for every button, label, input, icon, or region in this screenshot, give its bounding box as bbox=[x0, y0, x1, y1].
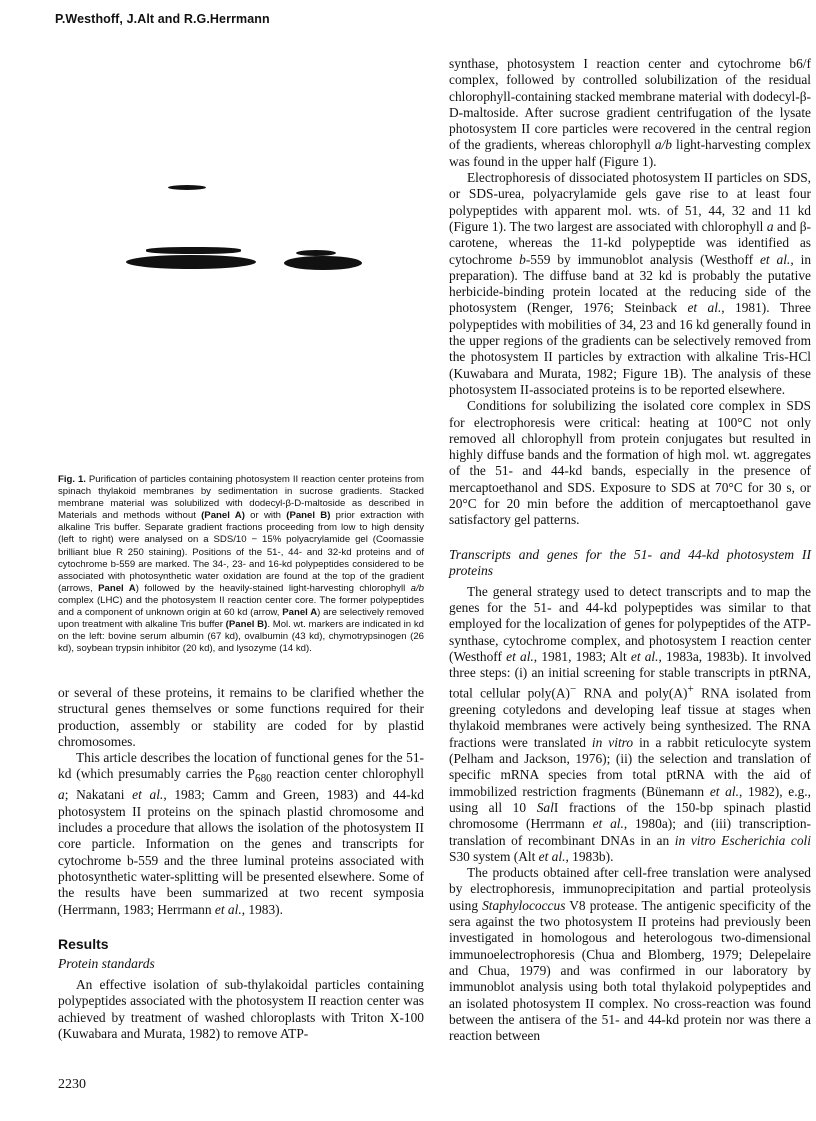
gel-band-b-main bbox=[284, 256, 362, 270]
protein-standards-subheading: Protein standards bbox=[58, 956, 155, 972]
page-number: 2230 bbox=[58, 1077, 86, 1092]
gel-band-a-main bbox=[126, 255, 256, 269]
results-heading: Results bbox=[58, 935, 109, 952]
right-paragraph-4: The general strategy used to detect transcripts and to map the genes for the 51- and 44-kd polypeptides was similar to that employed for the localization of genes for polypeptides of the ATP-synthase, cytochrome complex, and photosystem I reaction center (Westhoff et al., 1981, 1983; Alt et al., 1983a, 1983b). It involved three steps: (i) an initial screening for stable transcripts in ptRNA, total cellular poly(A)− RNA and poly(A)+ RNA isolated from greening cotyledons and developing leaf tissue at stages when thylakoid membranes were actively being synthesized. The RNA fractions were translated in vitro in a rabbit reticulocyte system (Pelham and Jackson, 1976); (ii) the selection and translation of specific mRNA species from total ptRNA with the aid of immobilized restriction fragments (Bünemann et al., 1982), e.g., using all 10 SalI fractions of the 150-bp spinach plastid chromosome (Herrmann et al., 1980a); and (iii) transcription-translation of recombinant DNAs in an in vitro Escherichia coli S30 system (Alt et al., 1983b). bbox=[449, 583, 811, 864]
left-paragraph-3: An effective isolation of sub-thylakoidal particles containing polypeptides associated with the photosystem II reaction center was achieved by treatment of washed chloroplasts with Triton X-100 (Kuwabara and Murata, 1982) to remove ATP- bbox=[58, 977, 424, 1042]
left-paragraph-1: or several of these proteins, it remains to be clarified whether the structural genes themselves or some functions required for their production, assembly or stability are coded for by plastid chromosomes. bbox=[58, 685, 424, 749]
transcripts-section-heading: Transcripts and genes for the 51- and 44-kd photosystem II proteins bbox=[449, 546, 811, 578]
left-column bbox=[58, 685, 424, 1042]
right-column bbox=[449, 56, 811, 1044]
right-paragraph-5: The products obtained after cell-free translation were analysed by electrophoresis, immunoprecipitation and partial proteolysis using Staphylococcus V8 protease. The antigenic specificity of the sera against the two photosystem II proteins had previously been investigated in homologous and heterologous two-dimensional immunoelectrophoresis (Chua and Blomberg, 1979; Delepelaire and Chua, 1979) and was confirmed in our laboratory by immunoblot analysis using both total thylakoid polypeptides and an isolated photosystem II complex. No cross-reaction was found between the antisera of the 51- and 44-kd protein nor was there a reaction between bbox=[449, 865, 811, 1044]
running-header: P.Westhoff, J.Alt and R.G.Herrmann bbox=[55, 12, 270, 26]
right-paragraph-2: Electrophoresis of dissociated photosystem II particles on SDS, or SDS-urea, polyacrylamide gels gave rise to at least four polypeptides with apparent mol. wts. of 51, 44, 32 and 11 kd (Figure 1). The two largest are associated with chlorophyll a and β-carotene, whereas the 11-kd polypeptide was identified as cytochrome b-559 by immunoblot analysis (Westhoff et al., in preparation). The diffuse band at 32 kd is probably the putative herbicide-binding protein located at the reducing side of the photosystem (Renger, 1976; Steinback et al., 1981). Three polypeptides with mobilities of 34, 23 and 16 kd generally found in the upper regions of the gradients can be selectively removed from the photosystem II particles by extraction with alkaline Tris-HCl (Kuwabara and Murata, 1982; Figure 1B). The analysis of these photosystem II-associated proteins is to be reported elsewhere. bbox=[449, 170, 812, 397]
gel-figure bbox=[58, 170, 428, 280]
right-paragraph-1: synthase, photosystem I reaction center and cytochrome b6/f complex, followed by controlled solubilization of the residual chlorophyll-containing stacked membrane material with dodecyl-β-D-maltoside. After sucrose gradient centrifugation of the lysate photosystem II core particles were recovered in the central region of the gradients, whereas chlorophyll a/b light-harvesting complex was found in the upper half (Figure 1). bbox=[449, 56, 811, 169]
gel-band-a-upper bbox=[146, 247, 241, 254]
left-paragraph-2: This article describes the location of functional genes for the 51-kd (which presumably carries the $P_{680}$ reaction center chlorophyll a; Nakatani et al., 1983; Camm and Green, 1983) and 44-kd photosystem II proteins on the spinach plastid chromosome and includes a procedure that allows the isolation of the photosystem II core particle. Information on the genes and transcripts for cytochrome b-559 and the three luminal proteins associated with photosynthetic water-splitting will be presented elsewhere. Some of the results have been summarized at two recent symposia (Herrmann, 1983; Herrmann et al., 1983). bbox=[58, 750, 425, 917]
gel-band-top bbox=[168, 185, 206, 190]
right-paragraph-3: Conditions for solubilizing the isolated core complex in SDS for electrophoresis were critical: heating at 100°C not only removed all chlorophyll from protein conjugates but resulted in highly diffuse bands and the formation of high mol. wt. aggregates of the 51- and 44-kd bands, especially in the presence of mercaptoethanol and SDS. Exposure to SDS at 70°C for 30 s, or 20°C for 20 min before the addition of mercaptoethanol gave satisfactory gel patterns. bbox=[449, 398, 811, 528]
figure-caption: Fig. 1. Purification of particles containing photosystem II reaction center proteins from spinach thylakoid membranes by sedimentation in sucrose gradients. Stacked membrane material was solubilized with dodecyl-β-D-maltoside as described in Materials and methods without (Panel A) or with (Panel B) prior extraction with alkaline Tris buffer. Separate gradient fractions proceeding from low to high density (left to right) were analysed on a SDS/10 − 15% polyacrylamide gel (Coomassie brilliant blue R 250 staining). Positions of the 51-, 44- and 32-kd proteins and of cytochrome b-559 are marked. The 34-, 23- and 16-kd polypeptides considered to be associated with photosynthetic water oxidation are found at the top of the gradient (arrows, Panel A) followed by the heavily-stained light-harvesting chlorophyll a/b complex (LHC) and the photosystem II reaction center core. The former polypeptides and a component of unknown origin at 60 kd (arrow, Panel A) are selectively removed upon treatment with alkaline Tris buffer (Panel B). Mol. wt. markers are indicated in kd on the left: bovine serum albumin (67 kd), ovalbumin (43 kd), chymotrypsinogen (26 kd), soybean trypsin inhibitor (20 kd), and lysozyme (14 kd). bbox=[58, 474, 425, 655]
